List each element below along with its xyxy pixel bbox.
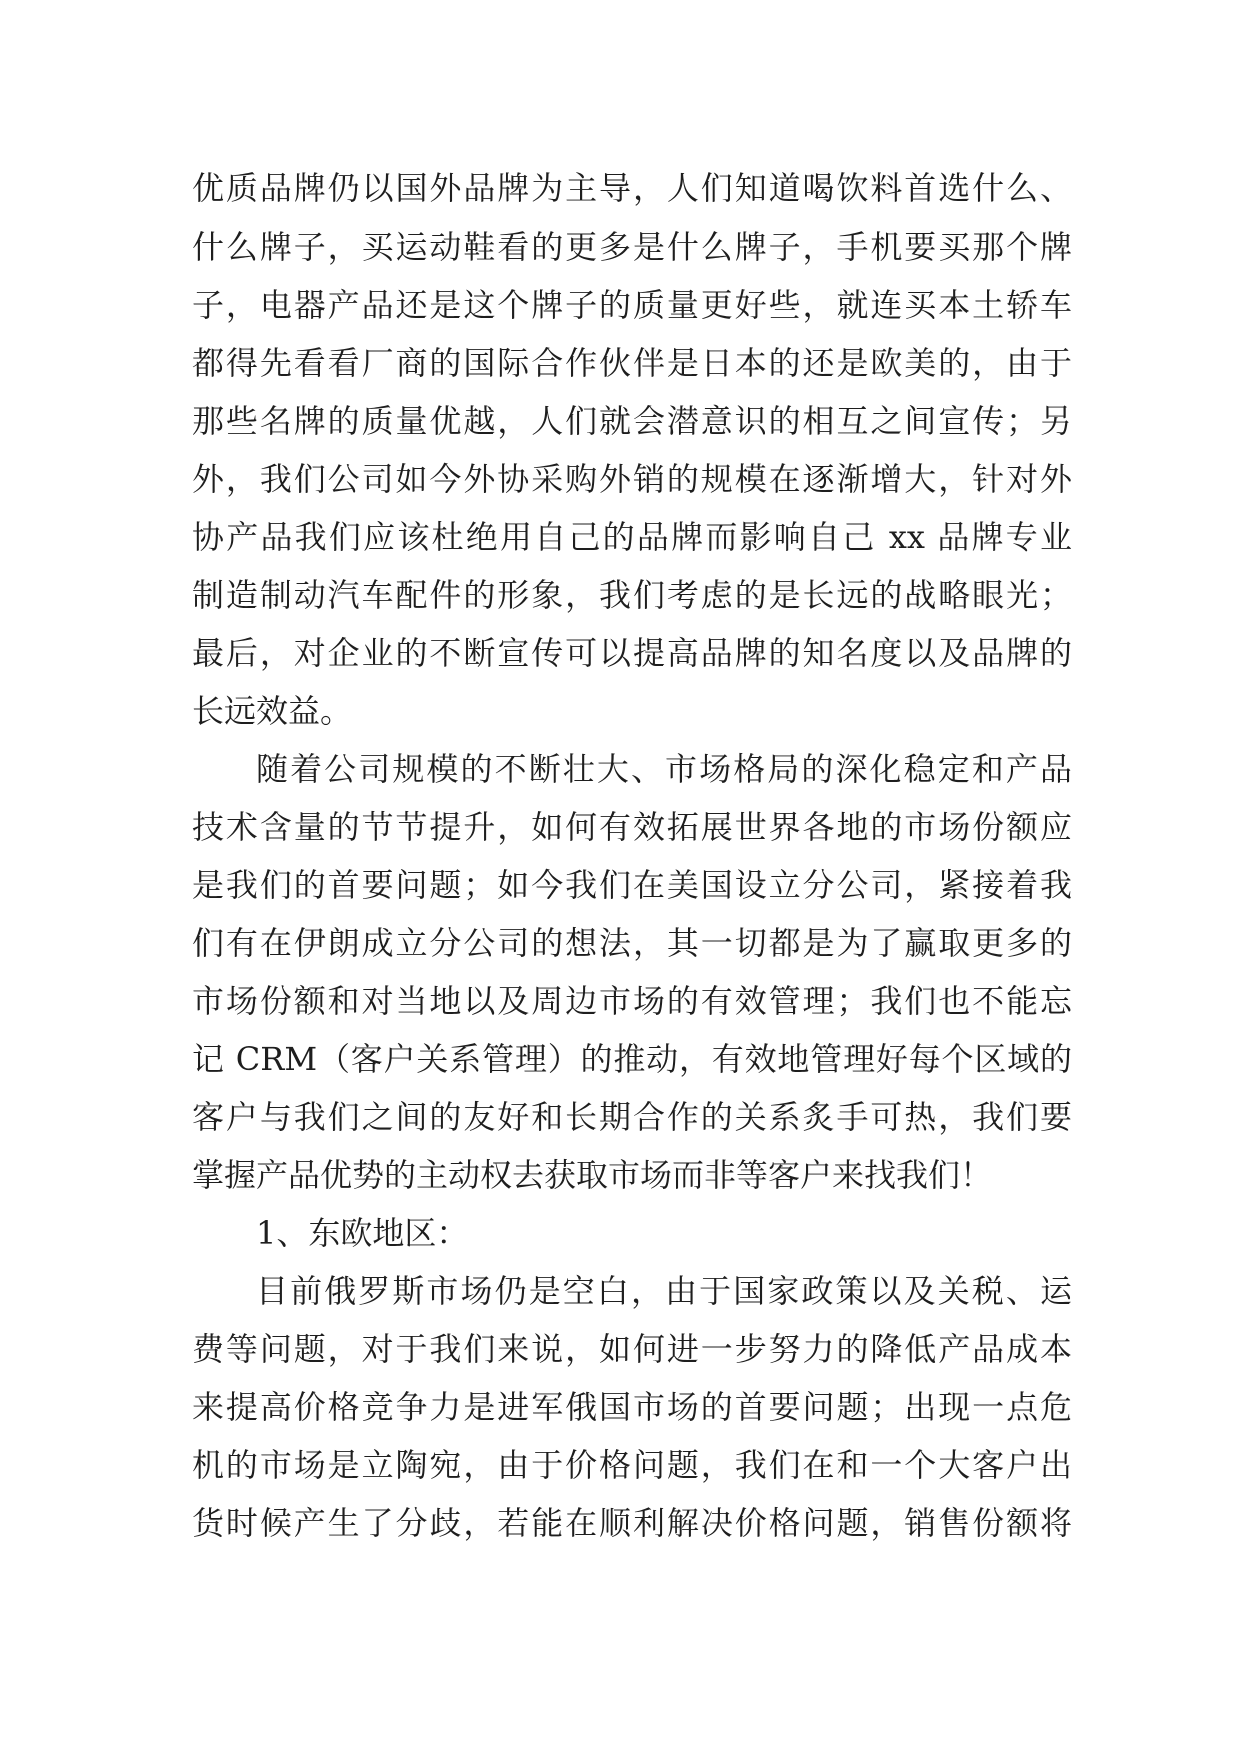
text-line: 记 CRM（客户关系管理）的推动，有效地管理好每个区域的 <box>192 1040 1072 1078</box>
text-line: 制造制动汽车配件的形象，我们考虑的是长远的战略眼光； <box>192 576 1072 614</box>
text-line: 市场份额和对当地以及周边市场的有效管理；我们也不能忘 <box>192 982 1072 1020</box>
text-line: 们有在伊朗成立分公司的想法，其一切都是为了赢取更多的 <box>192 924 1072 962</box>
text-line: 掌握产品优势的主动权去获取市场而非等客户来找我们！ <box>192 1156 993 1194</box>
text-line: 那些名牌的质量优越，人们就会潜意识的相互之间宣传；另 <box>192 402 1072 440</box>
text-line: 长远效益。 <box>192 692 353 730</box>
paragraph-first-line: 随着公司规模的不断壮大、市场格局的深化稳定和产品 <box>256 750 1072 788</box>
text-line: 机的市场是立陶宛，由于价格问题，我们在和一个大客户出 <box>192 1446 1072 1484</box>
text-line: 来提高价格竞争力是进军俄国市场的首要问题；出现一点危 <box>192 1388 1072 1426</box>
text-line: 最后，对企业的不断宣传可以提高品牌的知名度以及品牌的 <box>192 634 1072 672</box>
text-line: 费等问题，对于我们来说，如何进一步努力的降低产品成本 <box>192 1330 1072 1368</box>
text-line: 子，电器产品还是这个牌子的质量更好些，就连买本土轿车 <box>192 286 1072 324</box>
text-line: 外，我们公司如今外协采购外销的规模在逐渐增大，针对外 <box>192 460 1072 498</box>
paragraph-first-line: 目前俄罗斯市场仍是空白，由于国家政策以及关税、运 <box>256 1272 1072 1310</box>
text-line: 客户与我们之间的友好和长期合作的关系炙手可热，我们要 <box>192 1098 1072 1136</box>
text-line: 什么牌子，买运动鞋看的更多是什么牌子，手机要买那个牌 <box>192 228 1072 266</box>
section-heading: 1、东欧地区： <box>256 1214 469 1252</box>
text-line: 优质品牌仍以国外品牌为主导，人们知道喝饮料首选什么、 <box>192 169 1072 207</box>
text-line: 是我们的首要问题；如今我们在美国设立分公司，紧接着我 <box>192 866 1072 904</box>
text-line: 技术含量的节节提升，如何有效拓展世界各地的市场份额应 <box>192 808 1072 846</box>
text-line: 货时候产生了分歧，若能在顺利解决价格问题，销售份额将 <box>192 1504 1072 1542</box>
text-line: 都得先看看厂商的国际合作伙伴是日本的还是欧美的，由于 <box>192 344 1072 382</box>
text-line: 协产品我们应该杜绝用自己的品牌而影响自己 xx 品牌专业 <box>192 518 1072 556</box>
